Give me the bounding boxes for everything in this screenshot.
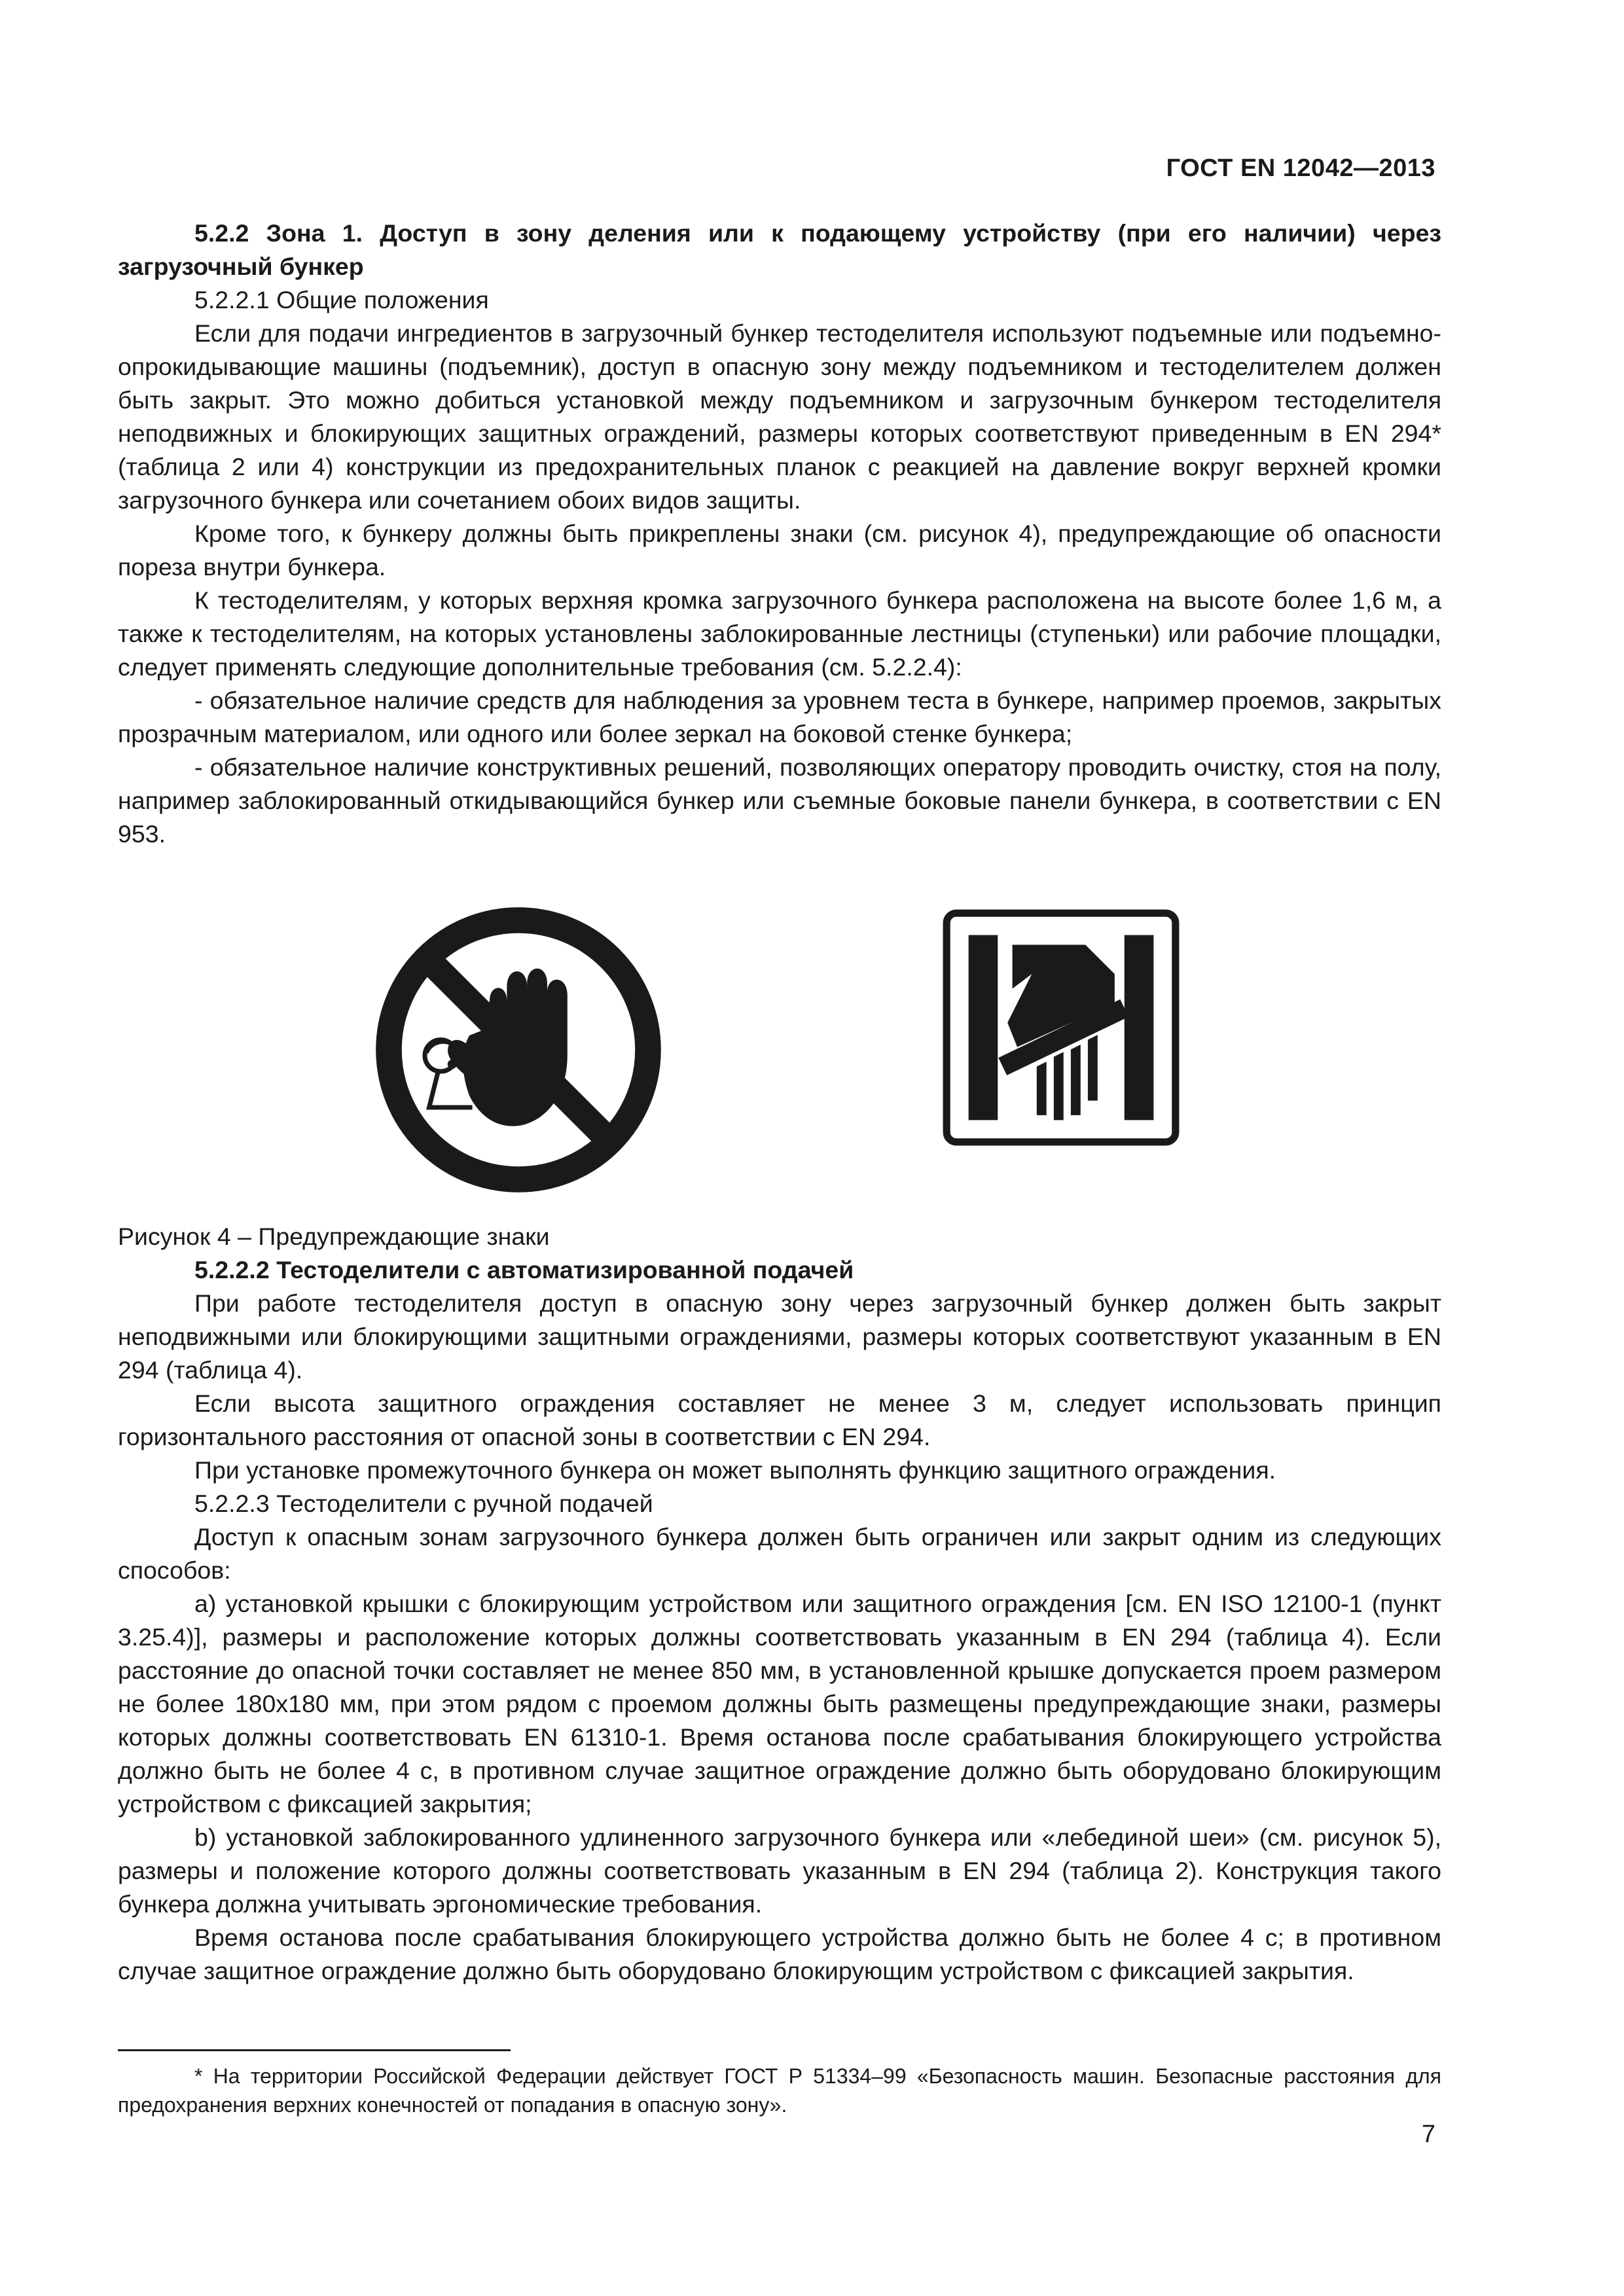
footnote: * На территории Российской Федерации действует ГОСТ Р 51334–99 «Безопасность машин. Безопасные расстояния для предохранения верхних конечностей от попадания в опасную зону». [118, 2064, 1441, 2117]
section-heading: 5.2.2 Зона 1. Доступ в зону деления или к подающему устройству (при его наличии) через загрузочный бункер [118, 219, 1441, 280]
paragraph: При работе тестоделителя доступ в опасную зону через загрузочный бункер должен быть закрыт неподвижными или блокирующими защитными ограждениями, размеры которых соответствуют указанным в EN 294 (таблица 4). [118, 1289, 1441, 1384]
paragraph: Доступ к опасным зонам загрузочного бункера должен быть ограничен или закрыт одним из следующих способов: [118, 1523, 1441, 1584]
page-number: 7 [1421, 2121, 1435, 2148]
paragraph: Если высота защитного ограждения составляет не менее 3 м, следует использовать принцип горизонтального расстояния от опасной зоны в соответствии с EN 294. [118, 1390, 1441, 1450]
paragraph: К тестоделителям, у которых верхняя кромка загрузочного бункера расположена на высоте более 1,6 м, а также к тестоделителям, на которых установлены заблокированные лестницы (ступеньки) или рабочие площадки, следует применять следующие дополнительные требования (см. 5.2.2.4): [118, 586, 1441, 681]
figure-warning-signs [118, 906, 1441, 1220]
paragraph: Кроме того, к бункеру должны быть прикреплены знаки (см. рисунок 4), предупреждающие об опасности пореза внутри бункера. [118, 520, 1441, 581]
subsection-title: 5.2.2.1 Общие положения [194, 286, 489, 314]
paragraph: Если для подачи ингредиентов в загрузочный бункер тестоделителя используют подъемные или подъемно-опрокидывающие машины (подъемник), доступ в опасную зону между подъемником и тестоделителем должен быть закрыт. Это можно добиться установкой между подъемником и загрузочным бункером тестоделителя неподвижных и блокирующих защитных ограждений, размеры которых соответствуют приведенным в EN 294* (таблица 2 или 4) конструкции из предохранительных планок с реакцией на давление вокруг верхней кромки загрузочного бункера или сочетанием обоих видов защиты. [118, 319, 1441, 514]
subsection-title: 5.2.2.3 Тестоделители с ручной подачей [194, 1490, 653, 1517]
footnote-divider [118, 2049, 511, 2051]
no-access-hand-sign-icon [374, 906, 662, 1194]
document-code-header: ГОСТ EN 12042—2013 [1166, 154, 1435, 182]
list-item: - обязательное наличие конструктивных решений, позволяющих оператору проводить очистку, стоя на полу, например заблокированный откидывающийся бункер или съемные боковые панели бункера, в соответствии с EN 953. [118, 753, 1441, 848]
hand-cut-warning-sign-icon [939, 906, 1183, 1149]
body-text [118, 217, 1441, 1988]
list-item: b) установкой заблокированного удлиненного загрузочного бункера или «лебединой шеи» (см. рисунок 5), размеры и положение которого должны соответствовать указанным в EN 294 (таблица 2). Конструкция такого бункера должна учитывать эргономические требования. [118, 1823, 1441, 1918]
paragraph: При установке промежуточного бункера он может выполнять функцию защитного ограждения. [194, 1456, 1276, 1484]
list-item: а) установкой крышки с блокирующим устройством или защитного ограждения [см. EN ISO 12100-1 (пункт 3.25.4)], размеры и расположение которых должны соответствовать указанным в EN 294 (таблица 4). Если расстояние до опасной точки составляет не менее 850 мм, в установленной крышке допускается проем размером не более 180х180 мм, при этом рядом с проемом должны быть размещены предупреждающие знаки, размеры которых должны соответствовать EN 61310-1. Время останова после срабатывания блокирующего устройства должно быть не более 4 с, в противном случае защитное ограждение должно быть оборудовано блокирующим устройством с фиксацией закрытия; [118, 1590, 1441, 1818]
subsection-title: 5.2.2.2 Тестоделители с автоматизированной подачей [194, 1256, 854, 1283]
figure-caption: Рисунок 4 – Предупреждающие знаки [118, 1223, 550, 1250]
paragraph: Время останова после срабатывания блокирующего устройства должно быть не более 4 с; в противном случае защитное ограждение должно быть оборудовано блокирующим устройством с фиксацией закрытия. [118, 1924, 1441, 1984]
list-item: - обязательное наличие средств для наблюдения за уровнем теста в бункере, например проемов, закрытых прозрачным материалом, или одного или более зеркал на боковой стенке бункера; [118, 687, 1441, 747]
